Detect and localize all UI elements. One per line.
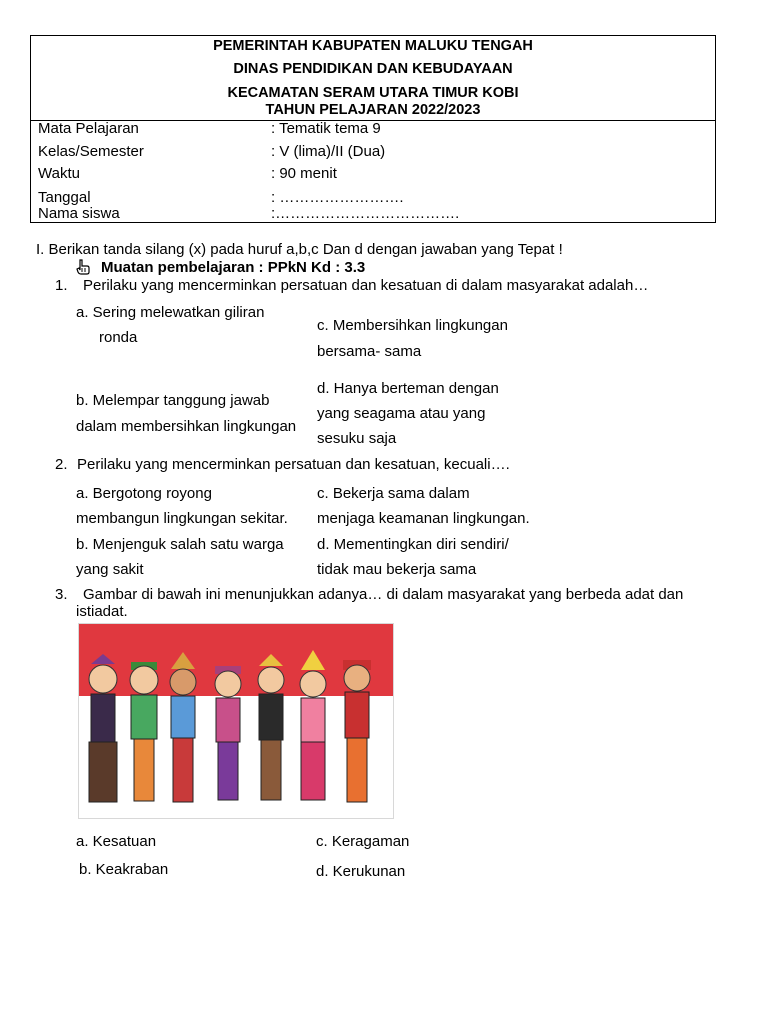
q3-text: Gambar di bawah ini menunjukkan adanya… di dalam masyarakat yang berbeda adat dan	[83, 586, 684, 603]
child-figure	[343, 660, 371, 802]
q2-text: Perilaku yang mencerminkan persatuan dan kesatuan, kecuali….	[77, 456, 510, 473]
child-figure	[215, 666, 241, 800]
child-figure	[258, 654, 284, 800]
subject-label: Mata Pelajaran	[38, 120, 139, 137]
time-value: : 90 menit	[271, 165, 337, 182]
class-value: : V (lima)/II (Dua)	[271, 143, 386, 160]
q1-option-a-cont: ronda	[99, 329, 138, 346]
q2-option-c[interactable]: c. Bekerja sama dalam	[317, 485, 470, 502]
q2-option-a[interactable]: a. Bergotong royong	[76, 485, 212, 502]
q1-option-d-cont2: sesuku saja	[317, 430, 397, 447]
header-school-year: TAHUN PELAJARAN 2022/2023	[265, 102, 481, 118]
q3-option-b[interactable]: b. Keakraban	[79, 861, 169, 878]
q3-option-a[interactable]: a. Kesatuan	[76, 833, 157, 850]
child-figure	[130, 662, 158, 801]
q3-text-cont: istiadat.	[76, 603, 128, 620]
q1-text: Perilaku yang mencerminkan persatuan dan kesatuan di dalam masyarakat adalah…	[83, 277, 649, 294]
traditional-costumes-illustration	[78, 623, 394, 819]
q2-option-b[interactable]: b. Menjenguk salah satu warga	[76, 536, 284, 553]
q2-option-c-cont: menjaga keamanan lingkungan.	[317, 510, 530, 527]
q1-option-c-cont: bersama- sama	[317, 343, 422, 360]
q2-option-b-cont: yang sakit	[76, 561, 144, 578]
subject-value: : Tematik tema 9	[271, 120, 381, 137]
student-name-label: Nama siswa	[38, 205, 120, 222]
q1-option-c[interactable]: c. Membersihkan lingkungan	[317, 317, 508, 334]
header-department: DINAS PENDIDIKAN DAN KEBUDAYAAN	[233, 61, 513, 77]
time-label: Waktu	[38, 165, 80, 182]
q1-option-a[interactable]: a. Sering melewatkan giliran	[76, 304, 265, 321]
q3-number: 3.	[55, 586, 68, 603]
q1-number: 1.	[55, 277, 68, 294]
header-government: PEMERINTAH KABUPATEN MALUKU TENGAH	[213, 38, 533, 54]
instruction-text: I. Berikan tanda silang (x) pada huruf a,b,c Dan d dengan jawaban yang Tepat !	[36, 241, 563, 258]
header-district: KECAMATAN SERAM UTARA TIMUR KOBI	[227, 85, 519, 101]
section-title: Muatan pembelajaran : PPkN Kd : 3.3	[101, 259, 366, 276]
student-name-field[interactable]: :……………………………….	[271, 205, 460, 222]
q2-number: 2.	[55, 456, 68, 473]
q2-option-d-cont: tidak mau bekerja sama	[317, 561, 477, 578]
q1-option-d-cont1: yang seagama atau yang	[317, 405, 486, 422]
q1-option-b-cont: dalam membersihkan lingkungan	[76, 418, 297, 435]
q3-option-d[interactable]: d. Kerukunan	[316, 863, 406, 880]
class-label: Kelas/Semester	[38, 143, 144, 160]
child-figure	[170, 652, 196, 802]
date-label: Tanggal	[38, 189, 91, 206]
q2-option-d[interactable]: d. Mementingkan diri sendiri/	[317, 536, 509, 553]
child-figure	[89, 654, 117, 802]
q1-option-b[interactable]: b. Melempar tanggung jawab	[76, 392, 270, 409]
date-field[interactable]: : …………………….	[271, 189, 404, 206]
q3-option-c[interactable]: c. Keragaman	[316, 833, 410, 850]
q2-option-a-cont: membangun lingkungan sekitar.	[76, 510, 288, 527]
header-box	[30, 35, 716, 223]
q1-option-d[interactable]: d. Hanya berteman dengan	[317, 380, 499, 397]
